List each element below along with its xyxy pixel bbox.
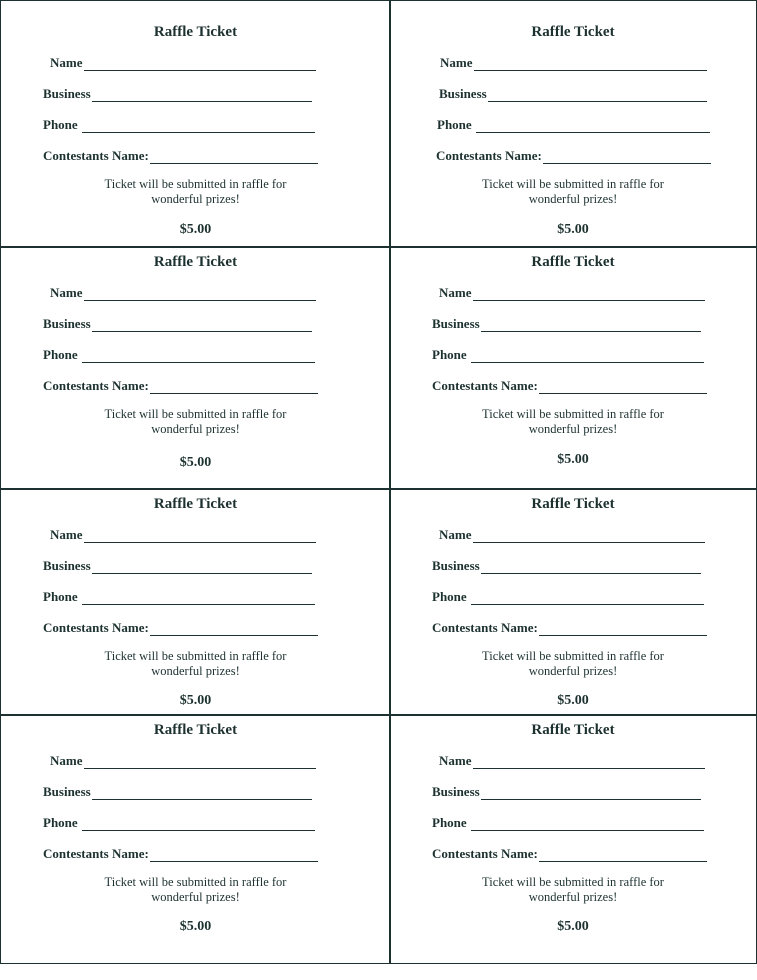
phone-line — [82, 818, 315, 831]
business-label: Business — [43, 86, 91, 101]
note-line-1: Ticket will be submitted in raffle for — [482, 649, 664, 663]
contestant-field[interactable] — [432, 378, 707, 394]
contestant-field[interactable] — [43, 378, 318, 394]
business-field[interactable] — [432, 558, 701, 574]
contestant-label: Contestants Name: — [432, 620, 538, 635]
name-line — [84, 58, 317, 71]
raffle-ticket — [389, 246, 757, 490]
name-field[interactable] — [440, 55, 707, 71]
ticket-price: $5.00 — [557, 919, 589, 934]
name-label: Name — [439, 527, 472, 542]
phone-field[interactable] — [43, 589, 315, 605]
business-line — [92, 319, 312, 332]
contestant-line — [150, 849, 318, 862]
phone-label: Phone — [432, 347, 467, 362]
raffle-ticket — [0, 246, 391, 490]
name-field[interactable] — [439, 753, 705, 769]
name-line — [474, 58, 708, 71]
phone-field[interactable] — [43, 117, 315, 133]
ticket-note — [390, 407, 756, 436]
phone-line — [476, 120, 710, 133]
name-label: Name — [440, 55, 473, 70]
note-line-2: wonderful prizes! — [528, 421, 618, 436]
business-field[interactable] — [43, 558, 312, 574]
phone-label: Phone — [432, 815, 467, 830]
name-label: Name — [50, 753, 83, 768]
ticket-title: Raffle Ticket — [531, 496, 615, 512]
note-line-1: Ticket will be submitted in raffle for — [482, 407, 664, 421]
business-label: Business — [432, 784, 480, 799]
name-field[interactable] — [439, 285, 705, 301]
phone-field[interactable] — [437, 117, 710, 133]
ticket-price: $5.00 — [179, 693, 212, 708]
business-field[interactable] — [43, 784, 312, 800]
name-field[interactable] — [50, 285, 316, 301]
contestant-line — [543, 151, 711, 164]
contestant-label: Contestants Name: — [43, 378, 149, 393]
contestant-field[interactable] — [432, 846, 707, 862]
phone-line — [471, 592, 704, 605]
ticket-price: $5.00 — [557, 452, 589, 467]
business-label: Business — [439, 86, 487, 101]
ticket-note — [390, 177, 756, 206]
contestant-field[interactable] — [432, 620, 707, 636]
contestant-label: Contestants Name: — [432, 846, 538, 861]
contestant-field[interactable] — [43, 620, 318, 636]
phone-label: Phone — [43, 347, 78, 362]
ticket-price: $5.00 — [179, 222, 212, 237]
ticket-note — [1, 875, 390, 904]
phone-field[interactable] — [43, 347, 315, 363]
business-field[interactable] — [432, 316, 701, 332]
contestant-field[interactable] — [43, 846, 318, 862]
name-label: Name — [50, 55, 83, 70]
name-field[interactable] — [50, 55, 316, 71]
business-label: Business — [432, 558, 480, 573]
business-label: Business — [43, 558, 91, 573]
note-line-1: Ticket will be submitted in raffle for — [104, 177, 287, 191]
note-line-2: wonderful prizes! — [528, 663, 618, 678]
contestant-line — [150, 623, 318, 636]
ticket-note — [390, 649, 756, 678]
business-line — [481, 787, 701, 800]
note-line-1: Ticket will be submitted in raffle for — [482, 177, 664, 191]
contestant-label: Contestants Name: — [43, 846, 149, 861]
contestant-label: Contestants Name: — [436, 148, 542, 163]
name-field[interactable] — [50, 527, 316, 543]
note-line-1: Ticket will be submitted in raffle for — [104, 649, 287, 663]
note-line-2: wonderful prizes! — [151, 421, 240, 436]
business-field[interactable] — [432, 784, 701, 800]
name-label: Name — [439, 753, 472, 768]
ticket-title: Raffle Ticket — [531, 24, 615, 40]
ticket-title: Raffle Ticket — [531, 254, 615, 270]
ticket-price: $5.00 — [557, 222, 589, 237]
phone-label: Phone — [437, 117, 472, 132]
business-label: Business — [432, 316, 480, 331]
name-line — [473, 530, 706, 543]
contestant-line — [539, 849, 707, 862]
business-line — [481, 319, 701, 332]
raffle-ticket — [389, 714, 757, 964]
contestant-line — [150, 381, 318, 394]
ticket-note — [390, 875, 756, 904]
phone-field[interactable] — [432, 589, 704, 605]
name-field[interactable] — [439, 527, 705, 543]
ticket-note — [1, 407, 390, 436]
phone-line — [82, 592, 315, 605]
note-line-2: wonderful prizes! — [151, 889, 240, 904]
phone-field[interactable] — [43, 815, 315, 831]
phone-field[interactable] — [432, 347, 704, 363]
name-label: Name — [439, 285, 472, 300]
name-line — [84, 530, 317, 543]
phone-label: Phone — [432, 589, 467, 604]
phone-label: Phone — [43, 117, 78, 132]
phone-field[interactable] — [432, 815, 704, 831]
ticket-title: Raffle Ticket — [153, 496, 238, 512]
note-line-1: Ticket will be submitted in raffle for — [104, 875, 287, 889]
phone-line — [471, 818, 704, 831]
ticket-title: Raffle Ticket — [153, 24, 238, 40]
name-field[interactable] — [50, 753, 316, 769]
business-line — [92, 561, 312, 574]
business-field[interactable] — [43, 86, 312, 102]
raffle-ticket — [389, 0, 757, 248]
phone-label: Phone — [43, 589, 78, 604]
phone-label: Phone — [43, 815, 78, 830]
raffle-ticket — [0, 0, 391, 248]
note-line-1: Ticket will be submitted in raffle for — [482, 875, 664, 889]
contestant-label: Contestants Name: — [43, 148, 149, 163]
contestant-line — [150, 151, 318, 164]
ticket-price: $5.00 — [557, 693, 589, 708]
note-line-1: Ticket will be submitted in raffle for — [104, 407, 287, 421]
contestant-field[interactable] — [43, 148, 318, 164]
name-label: Name — [50, 285, 83, 300]
phone-line — [471, 350, 704, 363]
raffle-ticket — [0, 488, 391, 716]
contestant-label: Contestants Name: — [43, 620, 149, 635]
contestant-line — [539, 381, 707, 394]
contestant-label: Contestants Name: — [432, 378, 538, 393]
ticket-title: Raffle Ticket — [153, 254, 238, 270]
name-label: Name — [50, 527, 83, 542]
raffle-ticket — [0, 714, 391, 964]
business-line — [92, 89, 312, 102]
business-line — [488, 89, 707, 102]
business-field[interactable] — [439, 86, 707, 102]
business-field[interactable] — [43, 316, 312, 332]
ticket-title: Raffle Ticket — [531, 722, 615, 738]
contestant-line — [539, 623, 707, 636]
ticket-title: Raffle Ticket — [153, 722, 238, 738]
note-line-2: wonderful prizes! — [528, 191, 618, 206]
business-label: Business — [43, 316, 91, 331]
business-label: Business — [43, 784, 91, 799]
ticket-note — [1, 649, 390, 678]
ticket-note — [1, 177, 390, 206]
name-line — [473, 756, 706, 769]
raffle-ticket — [389, 488, 757, 716]
business-line — [481, 561, 701, 574]
contestant-field[interactable] — [436, 148, 711, 164]
note-line-2: wonderful prizes! — [151, 191, 240, 206]
business-line — [92, 787, 312, 800]
ticket-price: $5.00 — [179, 919, 212, 934]
name-line — [473, 288, 706, 301]
name-line — [84, 288, 317, 301]
phone-line — [82, 120, 315, 133]
ticket-price: $5.00 — [179, 455, 212, 470]
phone-line — [82, 350, 315, 363]
note-line-2: wonderful prizes! — [528, 889, 618, 904]
name-line — [84, 756, 317, 769]
note-line-2: wonderful prizes! — [151, 663, 240, 678]
